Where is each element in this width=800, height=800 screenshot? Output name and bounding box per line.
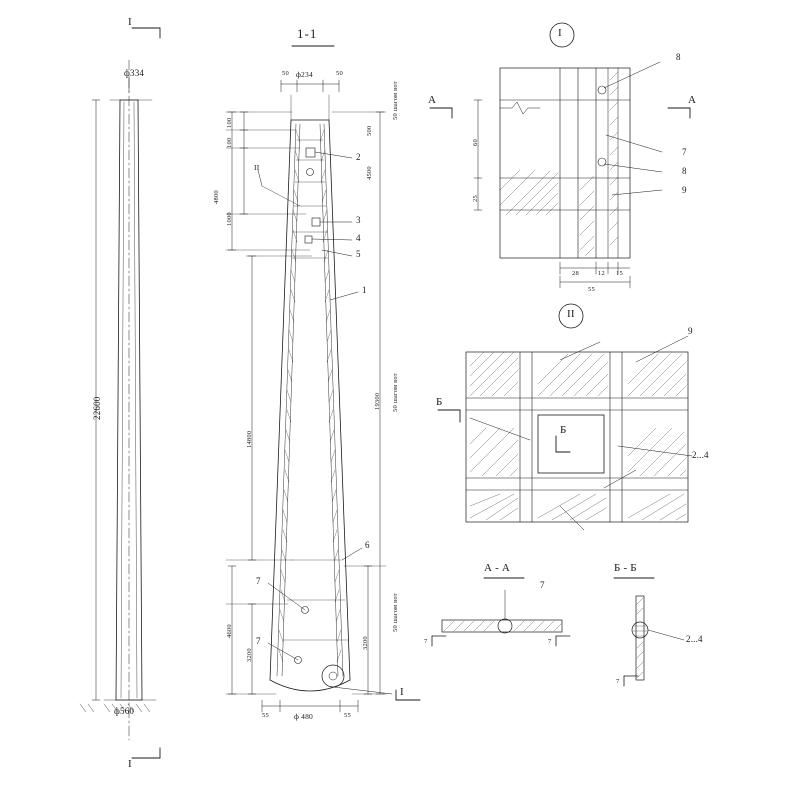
leader-num-6: 6 [365,540,370,550]
dim-left-4600: 4600 [226,624,233,638]
detail-tag-II: II [567,308,575,320]
dim-right-19300: 19300 [374,392,381,410]
section-AA-mark-left: 7 [424,638,428,645]
leader-num-4: 4 [356,233,361,243]
elevation-left-group [80,28,160,758]
detail-I-num-8b: 8 [682,166,687,176]
callout-A-right: А [688,94,697,106]
dim-left-1000: 1000 [226,212,233,226]
detail-I-dim-25: 25 [472,195,479,202]
dim-bottom-diameter: ф 480 [294,712,313,721]
dim-top-right: 50 [336,70,343,77]
leader-num-1: 1 [362,285,367,295]
leader-num-5: 5 [356,249,361,259]
dim-top-left: 50 [282,70,289,77]
section-mark-I-bottom: I [128,758,132,770]
dim-left-500: 500 [366,125,373,136]
main-section-group [226,46,420,712]
note-spacing-3: 50 шагом вот [392,593,399,632]
section-BB-num-2-4: 2...4 [686,634,703,644]
dim-left-14800: 14800 [246,430,253,448]
section-AA-group [432,578,570,646]
detail-I-dim-12: 12 [598,270,605,277]
note-spacing-2: 50 шагом вот [392,373,399,412]
detail-I-dim-55: 55 [588,286,595,293]
detail-I-dim-28: 28 [572,270,579,277]
leader-num-7b: 7 [256,636,261,646]
leader-num-2: 2 [356,152,361,162]
leader-num-3: 3 [356,215,361,225]
dim-left-1: 100 [226,117,233,128]
section-BB-mark: 7 [616,678,620,685]
detail-I-num-9: 9 [682,185,687,195]
detail-I-num-8a: 8 [676,52,681,62]
detail-II-num-2-4: 2...4 [692,450,709,460]
section-title-AA: А - А [484,562,511,574]
detail-I-group [430,23,690,288]
section-BB-group [614,578,684,686]
dim-bottom-right: 55 [344,712,351,719]
page-title: 1-1 [297,26,318,41]
dim-top-diameter: ф234 [296,70,313,79]
label-total-length: 22600 [92,396,102,420]
label-bottom-diameter: ф560 [114,706,135,716]
dim-right-3200: 3200 [362,636,369,650]
dim-left-2: 100 [226,137,233,148]
dim-left-4500: 4500 [366,166,373,180]
leader-num-7a: 7 [256,576,261,586]
section-AA-num-7: 7 [540,580,545,590]
section-mark-I-main: I [400,686,404,698]
section-title-BB: Б - Б [614,562,637,574]
note-spacing-1: 50 шагом вот [392,81,399,120]
callout-B-inner: Б [560,424,567,436]
label-top-diameter: ф334 [124,68,145,78]
section-mark-I-top: I [128,16,132,28]
detail-I-dim-60: 60 [472,139,479,146]
detail-I-dim-15: 15 [616,270,623,277]
detail-tag-II-ref: II [254,163,260,172]
detail-II-num-9: 9 [688,326,693,336]
dim-bottom-left: 55 [262,712,269,719]
detail-tag-I: I [558,27,562,39]
callout-B-left: Б [436,396,443,408]
dim-left-3200: 3200 [246,648,253,662]
detail-II-group [438,304,692,530]
dim-left-4800: 4800 [213,190,220,204]
section-AA-mark-right: 7 [548,638,552,645]
callout-A-left: А [428,94,437,106]
detail-I-num-7: 7 [682,147,687,157]
